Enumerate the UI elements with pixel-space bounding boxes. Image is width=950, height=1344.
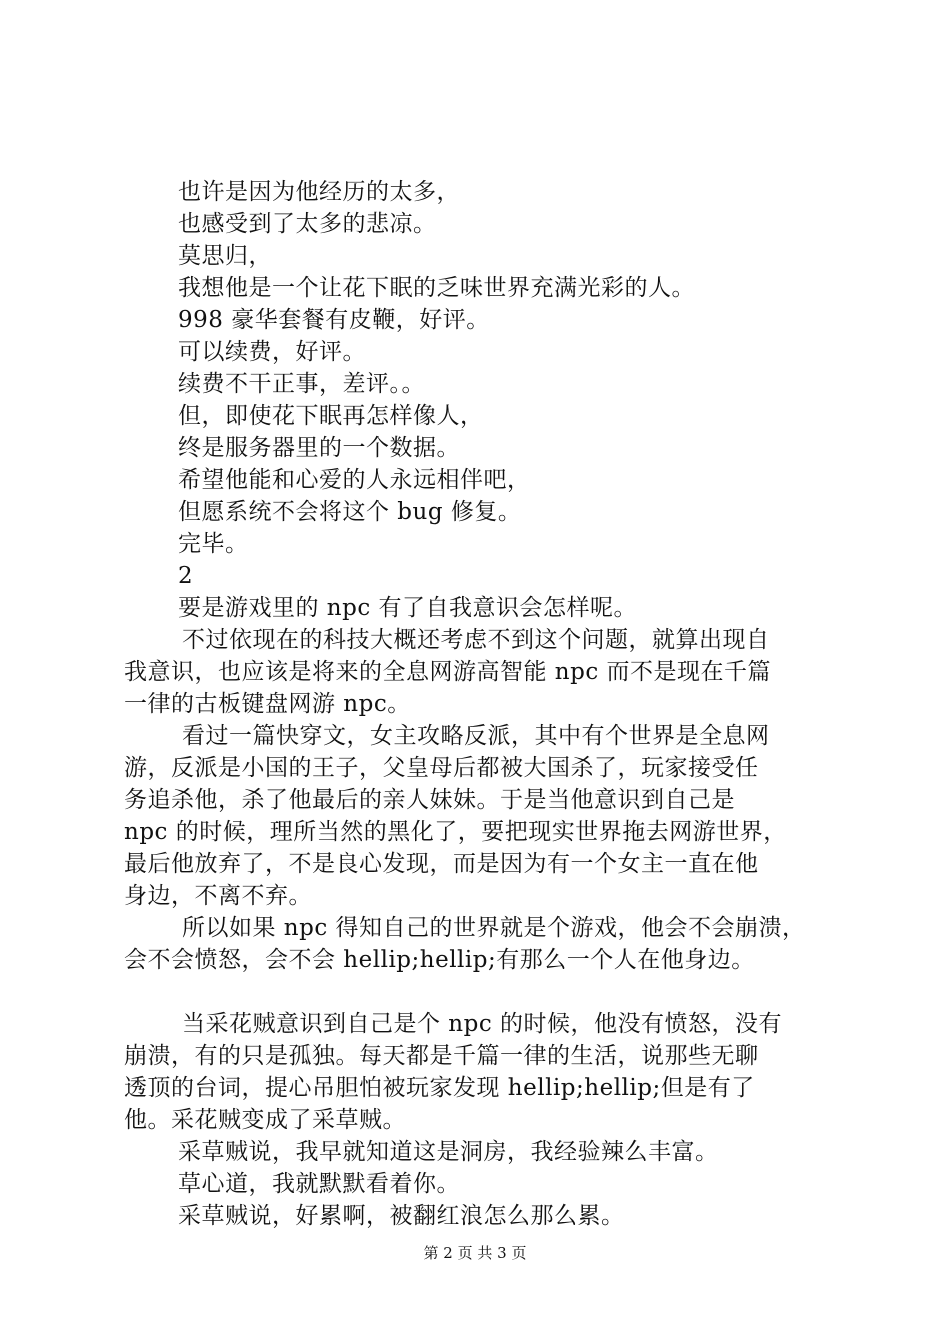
paragraph — [124, 1008, 836, 1136]
text-line: 续费不干正事，差评。。 — [178, 371, 425, 397]
closing-lines-block — [124, 1136, 836, 1232]
section-number: 2 — [178, 563, 194, 589]
text-line: 采草贼说，我早就知道这是洞房，我经验辣么丰富。 — [178, 1139, 719, 1165]
text-line: 998 豪华套餐有皮鞭，好评。 — [178, 307, 490, 333]
paragraph-gap — [124, 976, 836, 1008]
paragraph-line: 我意识，也应该是将来的全息网游高智能 npc 而不是现在千篇 — [124, 659, 772, 685]
document-body — [124, 176, 836, 1232]
paragraph-line: npc 的时候，理所当然的黑化了，要把现实世界拖去网游世界， — [124, 819, 787, 845]
text-line: 终是服务器里的一个数据。 — [178, 435, 460, 461]
paragraph-line: 崩溃，有的只是孤独。每天都是千篇一律的生活，说那些无聊 — [124, 1043, 759, 1069]
paragraph — [124, 624, 836, 720]
paragraph-line: 看过一篇快穿文，女主攻略反派，其中有个世界是全息网 — [182, 723, 770, 749]
paragraph-line: 身边，不离不弃。 — [124, 883, 312, 909]
paragraph — [124, 720, 836, 912]
text-line: 但愿系统不会将这个 bug 修复。 — [178, 499, 522, 525]
page-footer: 第 2 页 共 3 页 — [423, 1244, 527, 1262]
text-line: 但，即使花下眠再怎样像人， — [178, 403, 484, 429]
text-line: 也感受到了太多的悲凉。 — [178, 211, 437, 237]
text-line: 我想他是一个让花下眠的乏味世界充满光彩的人。 — [178, 275, 695, 301]
text-line: 要是游戏里的 npc 有了自我意识会怎样呢。 — [178, 595, 638, 621]
text-line: 可以续费，好评。 — [178, 339, 366, 365]
text-line: 莫思归， — [178, 243, 272, 269]
text-line: 草心道，我就默默看着你。 — [178, 1171, 460, 1197]
short-lines-block — [124, 176, 836, 624]
paragraph-line: 所以如果 npc 得知自己的世界就是个游戏，他会不会崩溃， — [182, 915, 806, 941]
paragraph-line: 透顶的台词，提心吊胆怕被玩家发现 hellip;hellip;但是有了 — [124, 1075, 755, 1101]
text-line: 也许是因为他经历的太多， — [178, 179, 460, 205]
paragraph-line: 他。采花贼变成了采草贼。 — [124, 1107, 406, 1133]
paragraph-line: 最后他放弃了，不是良心发现，而是因为有一个女主一直在他 — [124, 851, 759, 877]
paragraph-line: 游，反派是小国的王子，父皇母后都被大国杀了，玩家接受任 — [124, 755, 759, 781]
text-line: 完毕。 — [178, 531, 249, 557]
text-line: 希望他能和心爱的人永远相伴吧， — [178, 467, 531, 493]
paragraph-line: 当采花贼意识到自己是个 npc 的时候，他没有愤怒，没有 — [182, 1011, 783, 1037]
text-line: 采草贼说，好累啊，被翻红浪怎么那么累。 — [178, 1203, 625, 1229]
paragraph-line: 务追杀他，杀了他最后的亲人妹妹。于是当他意识到自己是 — [124, 787, 735, 813]
paragraph-line: 不过依现在的科技大概还考虑不到这个问题，就算出现自 — [182, 627, 770, 653]
paragraph — [124, 912, 836, 976]
paragraph-line: 会不会愤怒，会不会 hellip;hellip;有那么一个人在他身边。 — [124, 947, 755, 973]
paragraph-line: 一律的古板键盘网游 npc。 — [124, 691, 411, 717]
